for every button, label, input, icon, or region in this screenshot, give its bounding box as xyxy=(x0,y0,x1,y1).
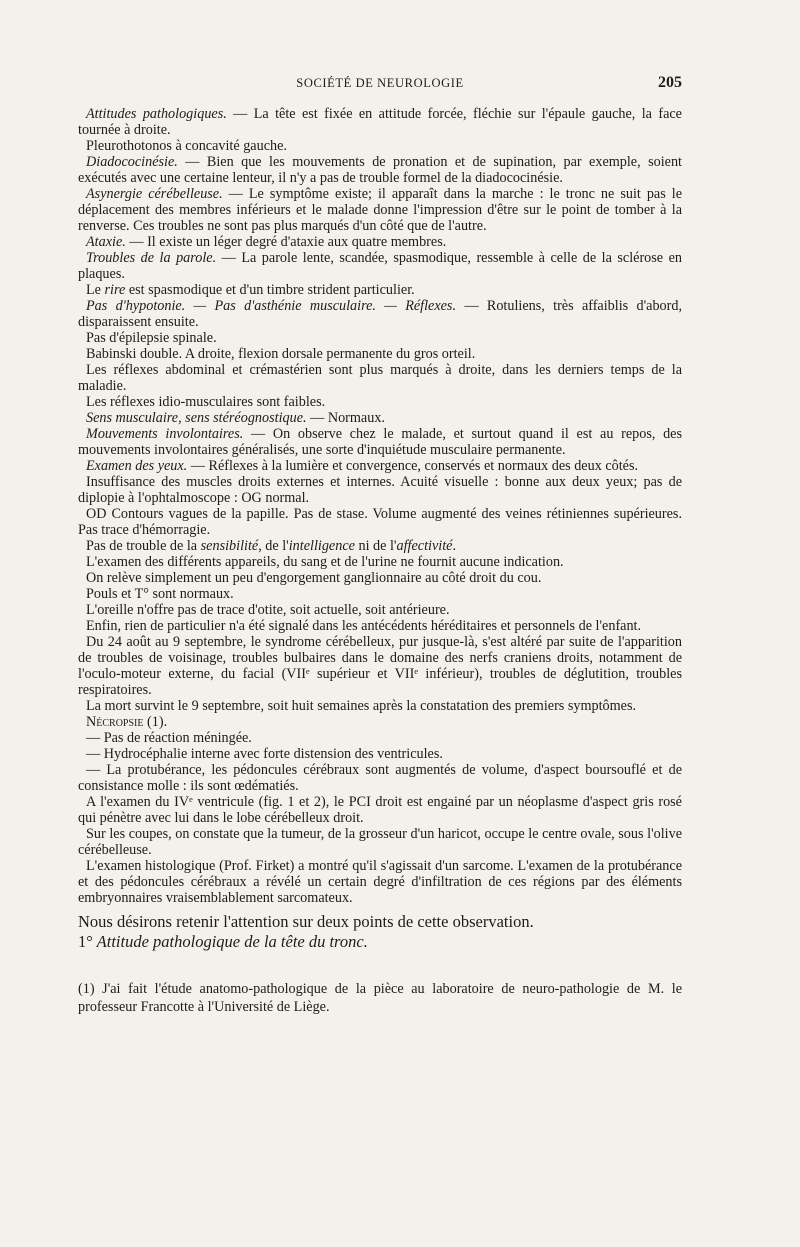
paragraph xyxy=(78,714,682,730)
paragraph-text: — Pas de réaction méningée. xyxy=(86,730,252,746)
paragraph-text: — Normaux. xyxy=(306,410,385,426)
section-label: Pas d'hypotonie. — Pas d'asthénie musculaire. — Réflexes. xyxy=(86,298,457,314)
section-label: Ataxie. xyxy=(86,234,126,250)
paragraph-text: est spasmodique et d'un timbre strident particulier. xyxy=(125,282,415,298)
paragraph xyxy=(78,298,682,330)
paragraph-text: — La protubérance, les pédoncules cérébraux sont augmentés de volume, d'aspect boursouflé et de consistance molle : ils sont œdématiés. xyxy=(78,762,682,794)
conclusion xyxy=(78,912,682,952)
conclusion-point xyxy=(78,932,682,952)
paragraph-text: Le xyxy=(86,282,105,298)
paragraph-text: OD Contours vagues de la papille. Pas de stase. Volume augmenté des veines rétiniennes supérieures. Pas trace d'hémorragie. xyxy=(78,506,682,538)
paragraph-text: — On observe chez le malade, et surtout quand il est au repos, des mouvements involontaires généralisés, une sorte d'inquiétude musculaire permanente. xyxy=(78,426,682,458)
section-label: Examen des yeux. xyxy=(86,458,188,474)
paragraph xyxy=(78,154,682,186)
paragraph xyxy=(78,250,682,282)
paragraph xyxy=(78,186,682,234)
paragraph xyxy=(78,554,682,570)
paragraph xyxy=(78,746,682,762)
paragraph-text: L'examen des différents appareils, du sang et de l'urine ne fournit aucune indication. xyxy=(86,554,564,570)
running-title: SOCIÉTÉ DE NEUROLOGIE xyxy=(296,76,464,90)
paragraph xyxy=(78,458,682,474)
paragraph xyxy=(78,330,682,346)
paragraph-text: ni de l' xyxy=(354,538,397,554)
paragraph-text: — La tête est fixée en attitude forcée, fléchie sur l'épaule gauche, la face tournée à droite. xyxy=(78,106,682,138)
paragraph-text: — La parole lente, scandée, spasmodique, ressemble à celle de la sclérose en plaques. xyxy=(78,250,682,282)
paragraph-text: On relève simplement un peu d'engorgement ganglionnaire au côté droit du cou. xyxy=(86,570,542,586)
point-title: Attitude pathologique de la tête du tronc. xyxy=(92,932,368,951)
paragraph xyxy=(78,106,682,138)
paragraph xyxy=(78,570,682,586)
footnote: (1) J'ai fait l'étude anatomo-pathologique de la pièce au laboratoire de neuro-pathologie de M. le professeur Francotte à l'Université de Liège. xyxy=(78,981,682,1015)
paragraph xyxy=(78,234,682,250)
paragraph-text: L'oreille n'offre pas de trace d'otite, soit actuelle, soit antérieure. xyxy=(86,602,450,618)
paragraph xyxy=(78,762,682,794)
paragraph-text: — Il existe un léger degré d'ataxie aux quatre membres. xyxy=(125,234,447,250)
italic-term: affectivité xyxy=(396,538,453,554)
paragraph-text: . xyxy=(452,538,456,554)
paragraph-text: Les réflexes abdominal et crémastérien sont plus marqués à droite, dans les derniers temps de la maladie. xyxy=(78,362,682,394)
paragraph xyxy=(78,394,682,410)
paragraph-text: — Rotuliens, très affaiblis d'abord, disparaissent ensuite. xyxy=(78,298,682,330)
paragraph-text: Enfin, rien de particulier n'a été signalé dans les antécédents héréditaires et personnels de l'enfant. xyxy=(86,618,642,634)
paragraph xyxy=(78,410,682,426)
paragraph xyxy=(78,698,682,714)
italic-term: rire xyxy=(104,282,126,298)
paragraph xyxy=(78,346,682,362)
paragraph-text: , de l' xyxy=(258,538,289,554)
paragraph-text: — Hydrocéphalie interne avec forte distension des ventricules. xyxy=(86,746,443,762)
section-label: Asynergie cérébelleuse. xyxy=(86,186,223,202)
paragraph xyxy=(78,794,682,826)
footnote-reference: (1). xyxy=(143,714,168,730)
paragraph-text: Pas de trouble de la xyxy=(86,538,201,554)
paragraph xyxy=(78,506,682,538)
paragraph-text: Insuffisance des muscles droits externes et internes. Acuité visuelle : bonne aux deux yeux; pas de diplopie à l'ophtalmoscope : OG normal. xyxy=(78,474,682,506)
paragraph-text: Sur les coupes, on constate que la tumeur, de la grosseur d'un haricot, occupe le centre ovale, sous l'olive cérébelleuse. xyxy=(78,826,682,858)
paragraph-text: Pouls et T° sont normaux. xyxy=(86,586,234,602)
paragraph-text: — Le symptôme existe; il apparaît dans la marche : le tronc ne suit pas le déplacement des membres inférieurs et le malade donne l'impression d'être sur le point de tomber à la renverse. Ces troubles ne sont pas plus marqués d'un côté que de l'autre. xyxy=(78,186,682,234)
paragraph-text: La mort survint le 9 septembre, soit huit semaines après la constatation des premiers symptômes. xyxy=(86,698,637,714)
point-number: 1° xyxy=(78,932,93,951)
paragraph-text: — Bien que les mouvements de pronation et de supination, par exemple, soient exécutés avec une certaine lenteur, il n'y a pas de trouble formel de la diadococinésie. xyxy=(78,154,682,186)
paragraph-text: Pleurothotonos à concavité gauche. xyxy=(86,138,287,154)
paragraph xyxy=(78,634,682,698)
paragraph xyxy=(78,858,682,906)
paragraph-text: A l'examen du IVᵉ ventricule (fig. 1 et 2), le PCI droit est engainé par un néoplasme d'aspect gris rosé qui pénètre avec lui dans le lobe cérébelleux droit. xyxy=(78,794,682,826)
italic-term: intelligence xyxy=(288,538,355,554)
section-label: Mouvements involontaires. xyxy=(86,426,244,442)
conclusion-line: Nous désirons retenir l'attention sur deux points de cette observation. xyxy=(78,912,534,931)
paragraph-text: Les réflexes idio-musculaires sont faibles. xyxy=(86,394,326,410)
paragraph xyxy=(78,586,682,602)
paragraph xyxy=(78,618,682,634)
body-text xyxy=(78,106,682,906)
section-label: Diadococinésie. xyxy=(86,154,178,170)
page-header xyxy=(78,76,682,106)
paragraph xyxy=(78,474,682,506)
paragraph xyxy=(78,282,682,298)
section-label: Attitudes pathologiques. xyxy=(86,106,227,122)
section-label: Troubles de la parole. xyxy=(86,250,217,266)
paragraph-text: L'examen histologique (Prof. Firket) a montré qu'il s'agissait d'un sarcome. L'examen de la protubérance et des pédoncules cérébraux a révélé un certain degré d'infiltration de ces régions par des éléments embryonnaires vraisemblablement sarcomateux. xyxy=(78,858,682,906)
paragraph xyxy=(78,362,682,394)
section-label: Sens musculaire, sens stéréognostique. xyxy=(86,410,307,426)
paragraph xyxy=(78,730,682,746)
paragraph-text: Pas d'épilepsie spinale. xyxy=(86,330,217,346)
paragraph-text: Du 24 août au 9 septembre, le syndrome cérébelleux, pur jusque-là, s'est altéré par suite de l'apparition de troubles de voisinage, troubles bulbaires dans le domaine des nerfs craniens droits, notamment de l'oculo-moteur externe, du facial (VIIᵉ supérieur et VIIᵉ inférieur), troubles de déglutition, troubles respiratoires. xyxy=(78,634,682,698)
paragraph xyxy=(78,602,682,618)
paragraph xyxy=(78,538,682,554)
paragraph xyxy=(78,826,682,858)
paragraph xyxy=(78,138,682,154)
italic-term: sensibilité xyxy=(200,538,259,554)
page-number: 205 xyxy=(658,74,682,91)
paragraph-text: — Réflexes à la lumière et convergence, conservés et normaux des deux côtés. xyxy=(187,458,639,474)
paragraph-text: Babinski double. A droite, flexion dorsale permanente du gros orteil. xyxy=(86,346,476,362)
paragraph xyxy=(78,426,682,458)
section-heading: Nécropsie xyxy=(86,714,144,730)
